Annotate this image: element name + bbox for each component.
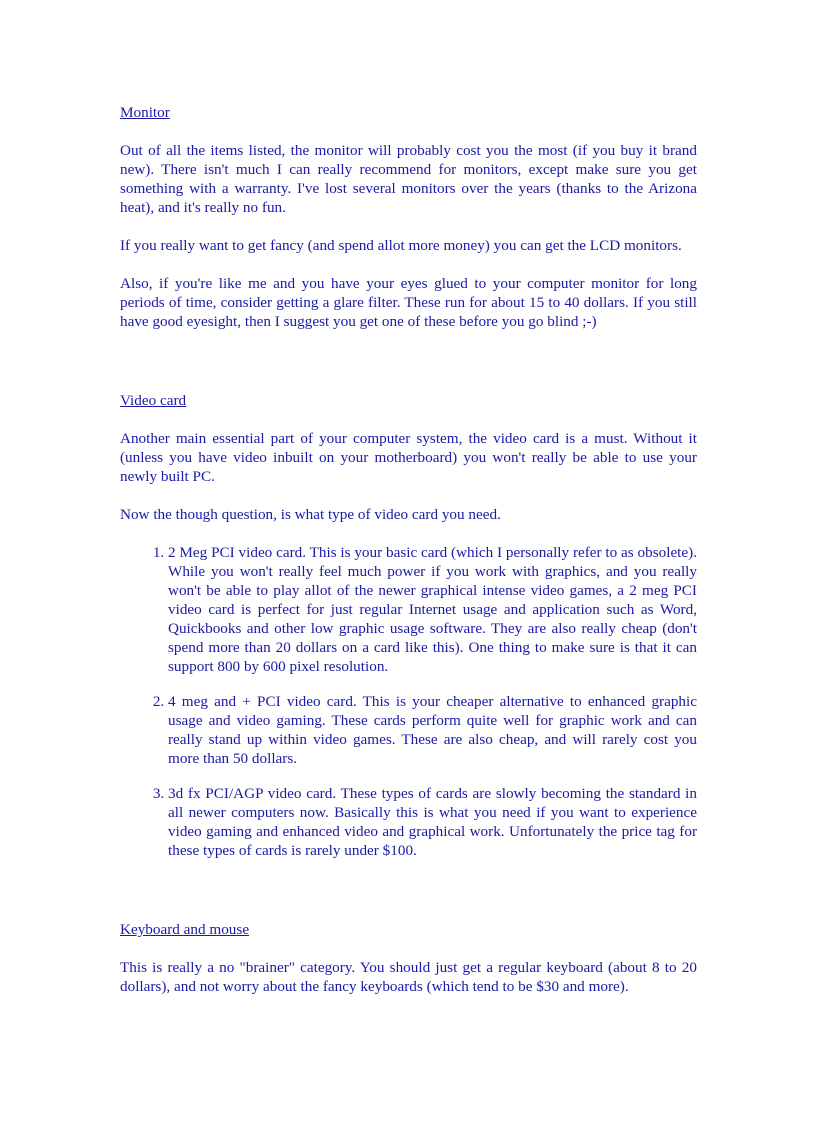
keyboard-mouse-section bbox=[120, 917, 697, 996]
section-spacer bbox=[120, 879, 697, 917]
video-card-section bbox=[120, 388, 697, 860]
monitor-heading: Monitor bbox=[120, 104, 170, 121]
list-item: 3. 3d fx PCI/AGP video card. These types of cards are slowly becoming the standard in all newer computers now. Basically this is what you need if you want to experience video gaming and enhanced video and graphical work. Unfortunately the price tag for these types of cards is rarely under $100. bbox=[168, 784, 697, 860]
monitor-section bbox=[120, 100, 697, 331]
video-card-heading: Video card bbox=[120, 392, 187, 409]
keyboard-mouse-heading: Keyboard and mouse bbox=[120, 921, 250, 938]
document-page bbox=[120, 100, 697, 1015]
list-item: 1. 2 Meg PCI video card. This is your basic card (which I personally refer to as obsolete). While you won't really feel much power if you work with graphics, and you really won't be able to play allot of the newer graphical intense video games, a 2 meg PCI video card is perfect for just regular Internet usage and application such as Word, Quickbooks and other low graphic usage software. They are also really cheap (don't spend more than 20 dollars on a card like this). One thing to make sure is that it can support 800 by 600 pixel resolution. bbox=[168, 543, 697, 676]
section-spacer bbox=[120, 350, 697, 388]
video-card-list bbox=[120, 543, 697, 860]
video-card-paragraph: Now the though question, is what type of video card you need. bbox=[120, 506, 501, 523]
monitor-paragraph: Also, if you're like me and you have your eyes glued to your computer monitor for long periods of time, consider getting a glare filter. These run for about 15 to 40 dollars. If you still have good eyesight, then I suggest you get one of these before you go blind ;-) bbox=[120, 275, 697, 330]
monitor-paragraph: If you really want to get fancy (and spend allot more money) you can get the LCD monitors. bbox=[120, 237, 682, 254]
list-item: 2. 4 meg and + PCI video card. This is your cheaper alternative to enhanced graphic usage and video gaming. These cards perform quite well for graphic work and can really stand up within video games. These are also cheap, and will rarely cost you more than 50 dollars. bbox=[168, 692, 697, 768]
video-card-paragraph: Another main essential part of your computer system, the video card is a must. Without it (unless you have video inbuilt on your motherboard) you won't really be able to use your newly built PC. bbox=[120, 430, 697, 485]
keyboard-mouse-paragraph: This is really a no "brainer" category. You should just get a regular keyboard (about 8 to 20 dollars), and not worry about the fancy keyboards (which tend to be $30 and more). bbox=[120, 959, 697, 995]
monitor-paragraph: Out of all the items listed, the monitor will probably cost you the most (if you buy it brand new). There isn't much I can really recommend for monitors, except make sure you get something with a warranty. I've lost several monitors over the years (thanks to the Arizona heat), and it's really no fun. bbox=[120, 142, 697, 216]
